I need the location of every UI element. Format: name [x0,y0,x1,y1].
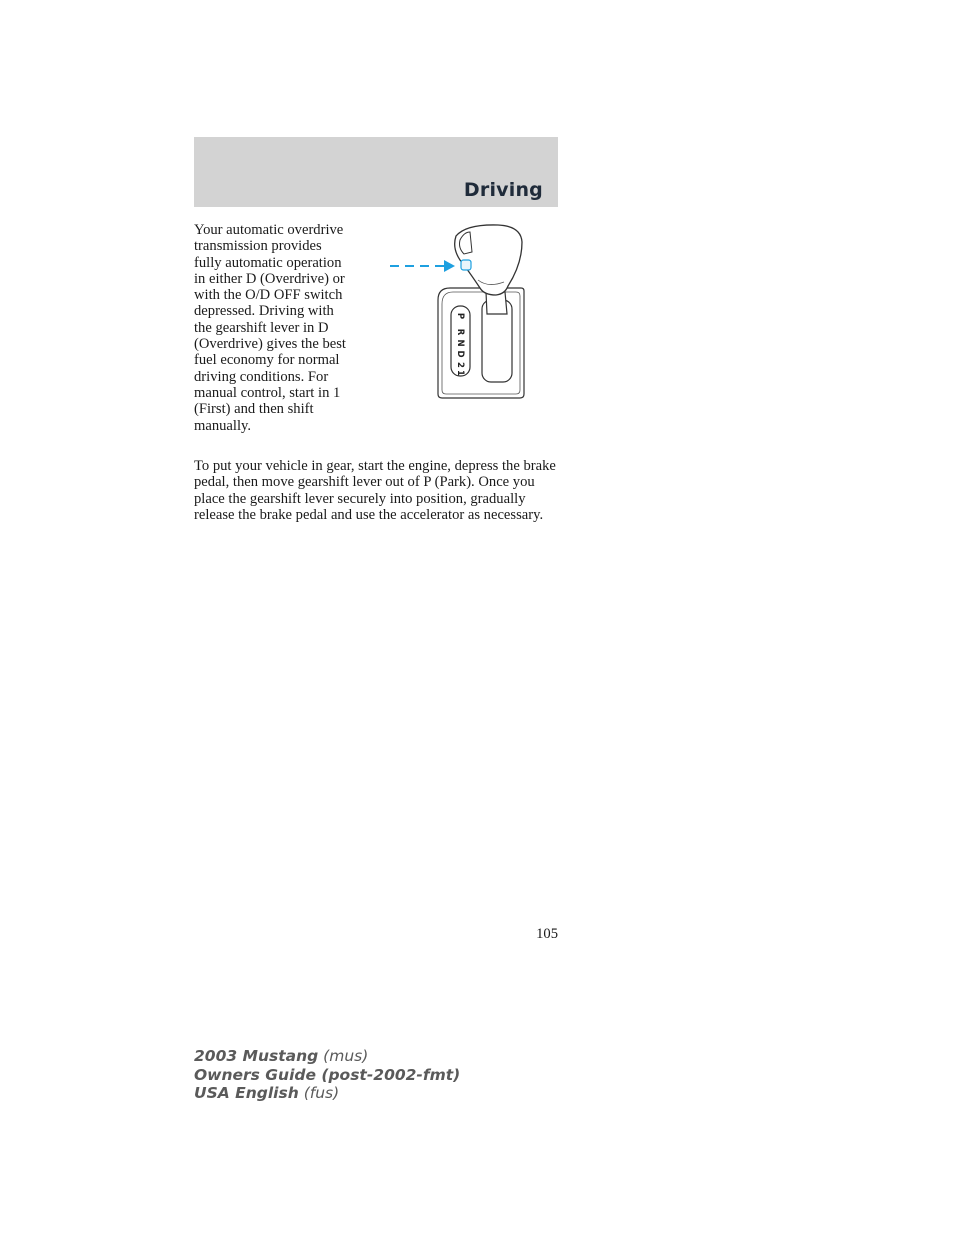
gear-label-R: R [455,328,465,336]
body-paragraph-1: Your automatic overdrive transmission provides fully automatic operation in either D (Overdrive) or with the O/D OFF switch depressed. Driving with the gearshift lever in D (Overdrive) gives the best fuel economy for normal driving conditions. For manual control, start in 1 (First) and then shift manually. [194,222,346,434]
od-off-button-icon [461,260,471,270]
gear-label-P: P [455,312,465,320]
footer-block [194,1047,460,1103]
footer-model: 2003 Mustang [194,1047,319,1065]
gear-label-2: 2 [455,362,465,368]
dashed-arrow-icon [390,260,455,272]
footer-line-1 [194,1047,460,1066]
gearshift-illustration [358,222,558,422]
footer-guide-type: Owners Guide (post-2002-fmt) [194,1065,461,1084]
gear-indicator [455,313,465,376]
footer-model-code: (mus) [323,1047,369,1065]
gear-label-N: N [455,339,465,347]
footer-language: USA English [194,1084,299,1102]
body-paragraph-1-container [194,222,558,434]
gearshift-lever-icon [358,222,558,422]
page-number: 105 [536,926,558,942]
footer-line-2 [194,1066,460,1085]
gear-label-D: D [455,350,465,358]
section-title: Driving [463,179,543,201]
footer-line-3 [194,1084,460,1103]
body-paragraph-2: To put your vehicle in gear, start the engine, depress the brake pedal, then move gearshift lever out of P (Park). Once you place the gearshift lever securely into position, gradually release the brake pedal and use the accelerator as necessary. [194,458,556,523]
footer-language-code: (fus) [303,1084,340,1102]
gear-label-1: 1 [455,370,465,376]
section-header-band [194,137,558,207]
